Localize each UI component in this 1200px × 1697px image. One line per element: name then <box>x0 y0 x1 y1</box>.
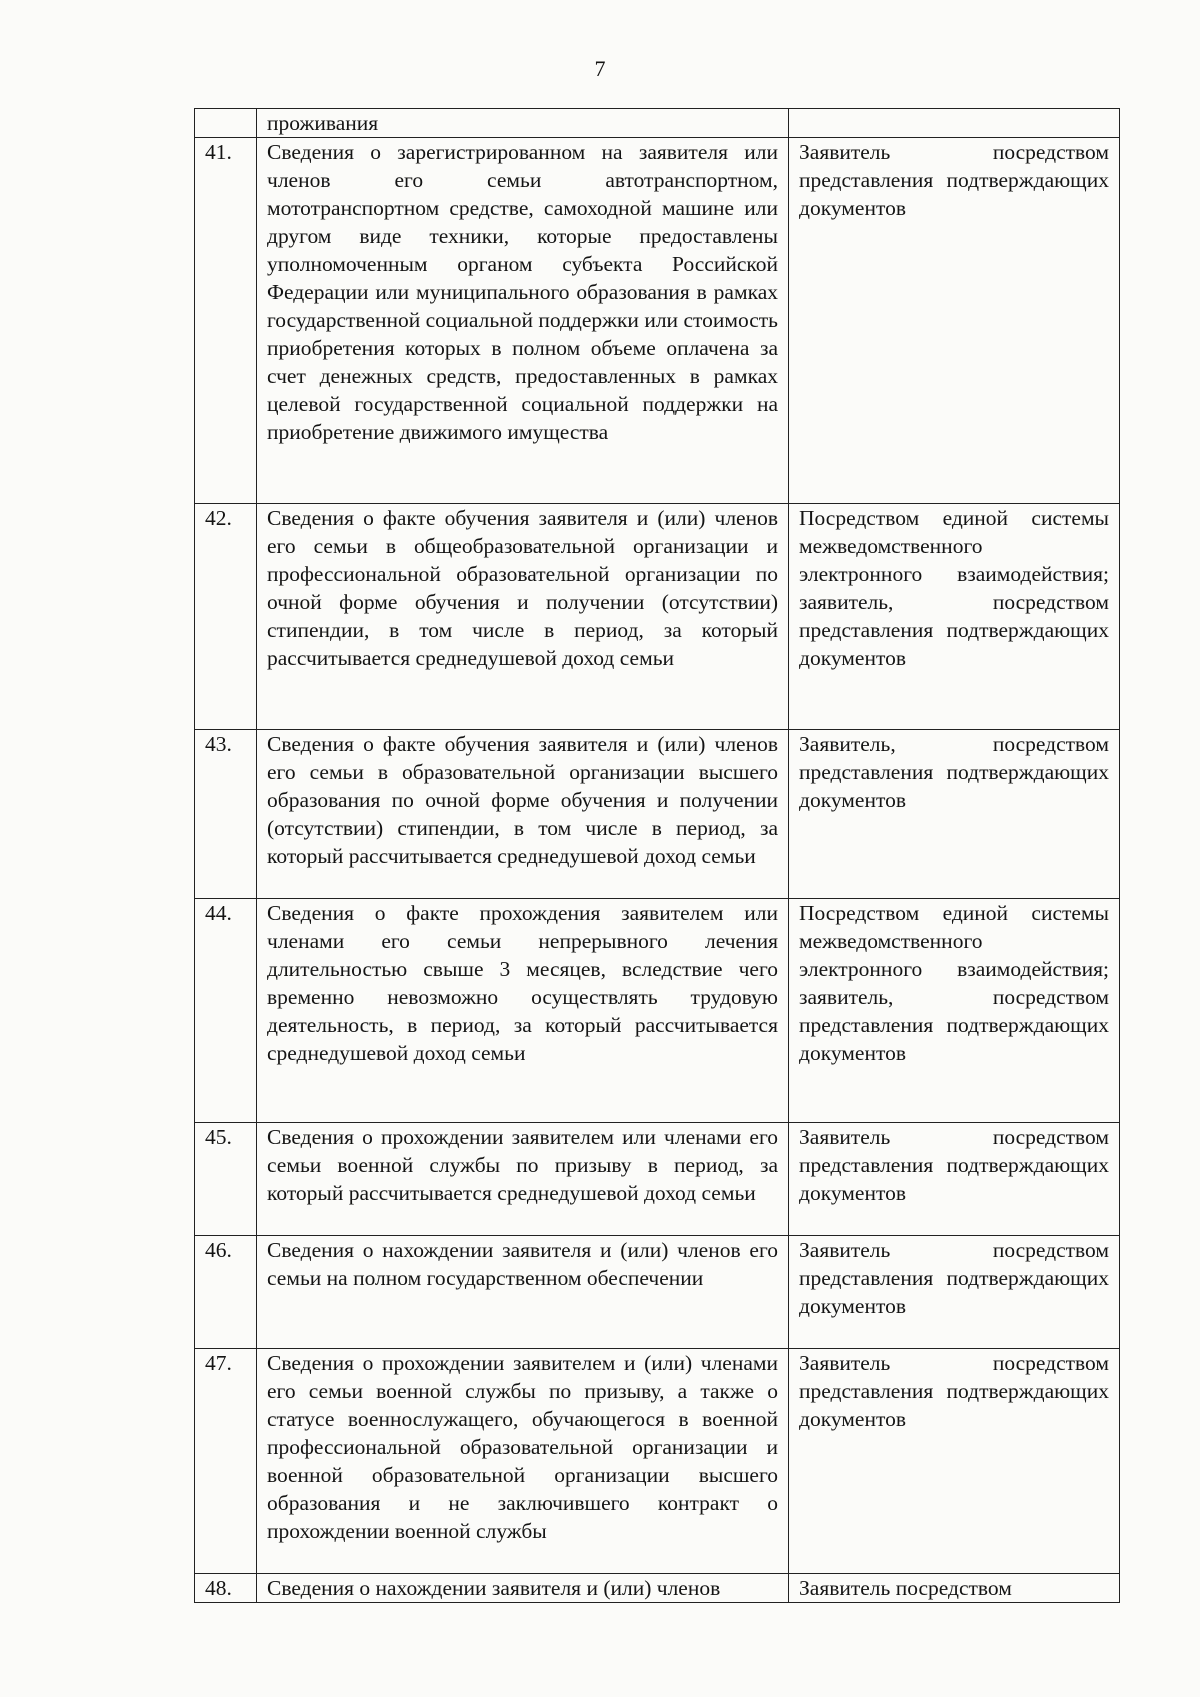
row-source <box>789 109 1120 138</box>
row-number: 44. <box>195 899 257 1123</box>
row-description: проживания <box>257 109 789 138</box>
row-description: Сведения о зарегистрированном на заявителя или членов его семьи автотранспортном, мототранспортном средстве, самоходной машине или другом виде техники, которые предоставлены уполномоченным органом субъекта Российской Федерации или муниципального образования в рамках государственной социальной поддержки или стоимость приобретения которых в полном объеме оплачена за счет денежных средств, предоставленных в рамках целевой государственной социальной поддержки на приобретение движимого имущества <box>257 138 789 504</box>
row-source: Посредством единой системы межведомственного электронного взаимодействия; заявитель, посредством представления подтверждающих документов <box>789 899 1120 1123</box>
row-description: Сведения о факте обучения заявителя и (или) членов его семьи в общеобразовательной организации и профессиональной образовательной организации по очной форме обучения и получении (отсутствии) стипендии, в том числе в период, за который рассчитывается среднедушевой доход семьи <box>257 504 789 730</box>
row-description: Сведения о факте обучения заявителя и (или) членов его семьи в образовательной организации высшего образования по очной форме обучения и получении (отсутствии) стипендии, в том числе в период, за который рассчитывается среднедушевой доход семьи <box>257 730 789 899</box>
row-description: Сведения о факте прохождения заявителем или членами его семьи непрерывного лечения длительностью свыше 3 месяцев, вследствие чего временно невозможно осуществлять трудовую деятельность, в период, за который рассчитывается среднедушевой доход семьи <box>257 899 789 1123</box>
document-table <box>194 108 1120 1603</box>
row-source: Посредством единой системы межведомственного электронного взаимодействия; заявитель, посредством представления подтверждающих документов <box>789 504 1120 730</box>
table-row <box>195 1123 1120 1236</box>
table-row <box>195 109 1120 138</box>
row-number: 46. <box>195 1236 257 1349</box>
table-row <box>195 138 1120 504</box>
table-row <box>195 730 1120 899</box>
row-number: 48. <box>195 1574 257 1603</box>
table-row <box>195 504 1120 730</box>
table-row <box>195 1349 1120 1574</box>
row-source: Заявитель посредством представления подтверждающих документов <box>789 138 1120 504</box>
table-row <box>195 1574 1120 1603</box>
table-row <box>195 899 1120 1123</box>
row-source: Заявитель посредством <box>789 1574 1120 1603</box>
row-number: 47. <box>195 1349 257 1574</box>
row-source: Заявитель, посредством представления подтверждающих документов <box>789 730 1120 899</box>
table-row <box>195 1236 1120 1349</box>
row-source: Заявитель посредством представления подтверждающих документов <box>789 1236 1120 1349</box>
row-number: 43. <box>195 730 257 899</box>
row-description: Сведения о нахождении заявителя и (или) членов его семьи на полном государственном обеспечении <box>257 1236 789 1349</box>
row-description: Сведения о прохождении заявителем и (или) членами его семьи военной службы по призыву, а также о статусе военнослужащего, обучающегося в военной профессиональной образовательной организации и военной образовательной организации высшего образования и не заключившего контракт о прохождении военной службы <box>257 1349 789 1574</box>
row-description: Сведения о прохождении заявителем или членами его семьи военной службы по призыву в период, за который рассчитывается среднедушевой доход семьи <box>257 1123 789 1236</box>
row-number: 45. <box>195 1123 257 1236</box>
row-number: 42. <box>195 504 257 730</box>
row-number <box>195 109 257 138</box>
row-source: Заявитель посредством представления подтверждающих документов <box>789 1123 1120 1236</box>
row-number: 41. <box>195 138 257 504</box>
page-number: 7 <box>594 56 606 81</box>
row-description: Сведения о нахождении заявителя и (или) членов <box>257 1574 789 1603</box>
row-source: Заявитель посредством представления подтверждающих документов <box>789 1349 1120 1574</box>
